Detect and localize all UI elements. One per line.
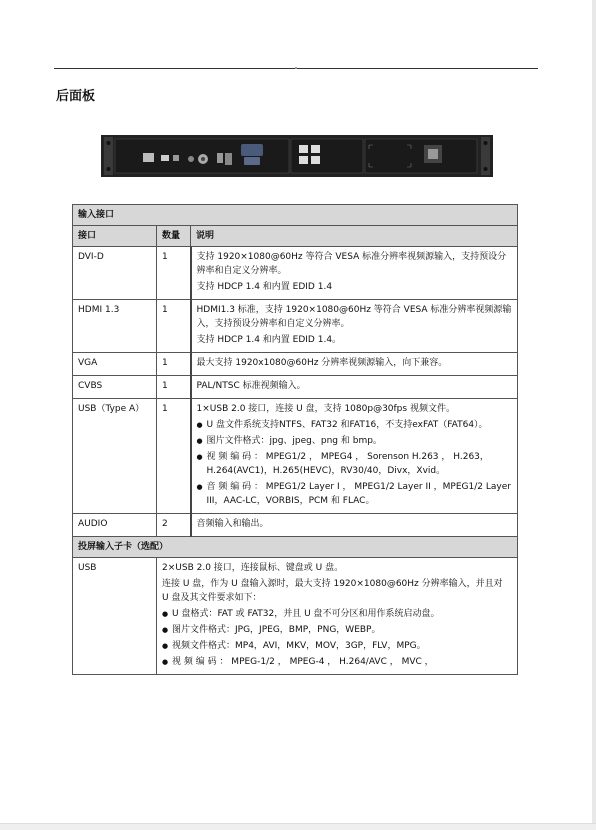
col-header-port: 接口 [73, 226, 157, 247]
section-header-input: 输入接口 [73, 205, 518, 226]
section-title: 后面板 [56, 89, 96, 104]
desc-para: 支持 HDCP 1.4 和内置 EDID 1.4。 [196, 335, 342, 345]
section-header-cast-card: 投屏输入子卡（选配） [73, 537, 518, 558]
qty-cell: 1 [157, 399, 191, 514]
desc-bullet: ● 图片文件格式：jpg、jpeg、png 和 bmp。 [197, 434, 513, 448]
desc-para: 最大支持 1920x1080@60Hz 分辨率视频源输入，向下兼容。 [196, 358, 448, 368]
desc-para: 支持 HDCP 1.4 和内置 EDID 1.4 [196, 282, 333, 292]
desc-bullet: ● 图片文件格式：JPG，JPEG，BMP，PNG，WEBP。 [162, 623, 512, 637]
desc-cell [191, 300, 518, 353]
port-cell: CVBS [73, 376, 157, 399]
page-edge [592, 0, 596, 829]
desc-bullet: ● 视 频 编 码 ： MPEG-1/2 ， MPEG-4 ， H.264/AVC ， MVC ， [162, 655, 512, 669]
desc-cell [191, 247, 518, 300]
desc-cell [191, 353, 518, 376]
qty-cell: 1 [157, 247, 191, 300]
port-cell: DVI-D [73, 247, 157, 300]
desc-bullet: ● 视 频 编 码 ： MPEG1/2 ， MPEG4 ， Sorenson H.263 ， H.263，H.264(AVC1)，H.265(HEVC)，RV30/40，Divx，Xvid。 [197, 450, 513, 478]
input-interface-table [72, 204, 518, 675]
qty-cell: 1 [157, 353, 191, 376]
table-row [73, 353, 518, 376]
table-row [73, 300, 518, 353]
desc-para: 音频输入和输出。 [196, 519, 269, 529]
rear-panel-device-image [101, 135, 493, 177]
port-cell: USB [73, 558, 157, 675]
table-row [73, 558, 518, 675]
desc-bullet: ● 音 频 编 码 ： MPEG1/2 Layer I ， MPEG1/2 Layer II ，MPEG1/2 Layer III，AAC-LC，VORBIS，PCM 和 FLAC。 [197, 480, 513, 508]
top-rule-marker [295, 67, 297, 69]
desc-cell [191, 514, 518, 537]
column-header-row [73, 226, 518, 247]
col-header-qty: 数量 [157, 226, 191, 247]
col-header-desc: 说明 [191, 226, 518, 247]
desc-para: HDMI1.3 标准，支持 1920×1080@60Hz 等符合 VESA 标准分辨率视频源输入，支持预设分辨率和自定义分辨率。 [196, 305, 512, 329]
desc-para: 连接 U 盘，作为 U 盘输入源时，最大支持 1920×1080@60Hz 分辨率输入，并且对 U 盘及其文件要求如下： [162, 579, 503, 603]
port-cell: USB（Type A） [73, 399, 157, 514]
desc-para: 1×USB 2.0 接口，连接 U 盘，支持 1080p@30fps 视频文件。 [196, 404, 455, 414]
qty-cell: 1 [157, 300, 191, 353]
desc-bullet: ● U 盘格式：FAT 或 FAT32，并且 U 盘不可分区和用作系统启动盘。 [162, 607, 512, 621]
desc-cell [191, 399, 518, 514]
port-cell: HDMI 1.3 [73, 300, 157, 353]
table-row [73, 376, 518, 399]
desc-para: 2×USB 2.0 接口，连接鼠标、键盘或 U 盘。 [162, 563, 344, 573]
port-cell: VGA [73, 353, 157, 376]
table-row [73, 514, 518, 537]
desc-para: 支持 1920×1080@60Hz 等符合 VESA 标准分辨率视频源输入，支持预设分辨率和自定义分辨率。 [196, 252, 507, 276]
desc-para: PAL/NTSC 标准视频输入。 [196, 381, 306, 391]
desc-cell [157, 558, 518, 675]
desc-bullet: ● 视频文件格式：MP4，AVI，MKV，MOV，3GP，FLV，MPG。 [162, 639, 512, 653]
table-row [73, 399, 518, 514]
qty-cell: 2 [157, 514, 191, 537]
desc-cell [191, 376, 518, 399]
table-row [73, 247, 518, 300]
qty-cell: 1 [157, 376, 191, 399]
port-cell: AUDIO [73, 514, 157, 537]
desc-bullet: ● U 盘文件系统支持NTFS、FAT32 和FAT16，不支持exFAT（FAT64）。 [197, 418, 513, 432]
